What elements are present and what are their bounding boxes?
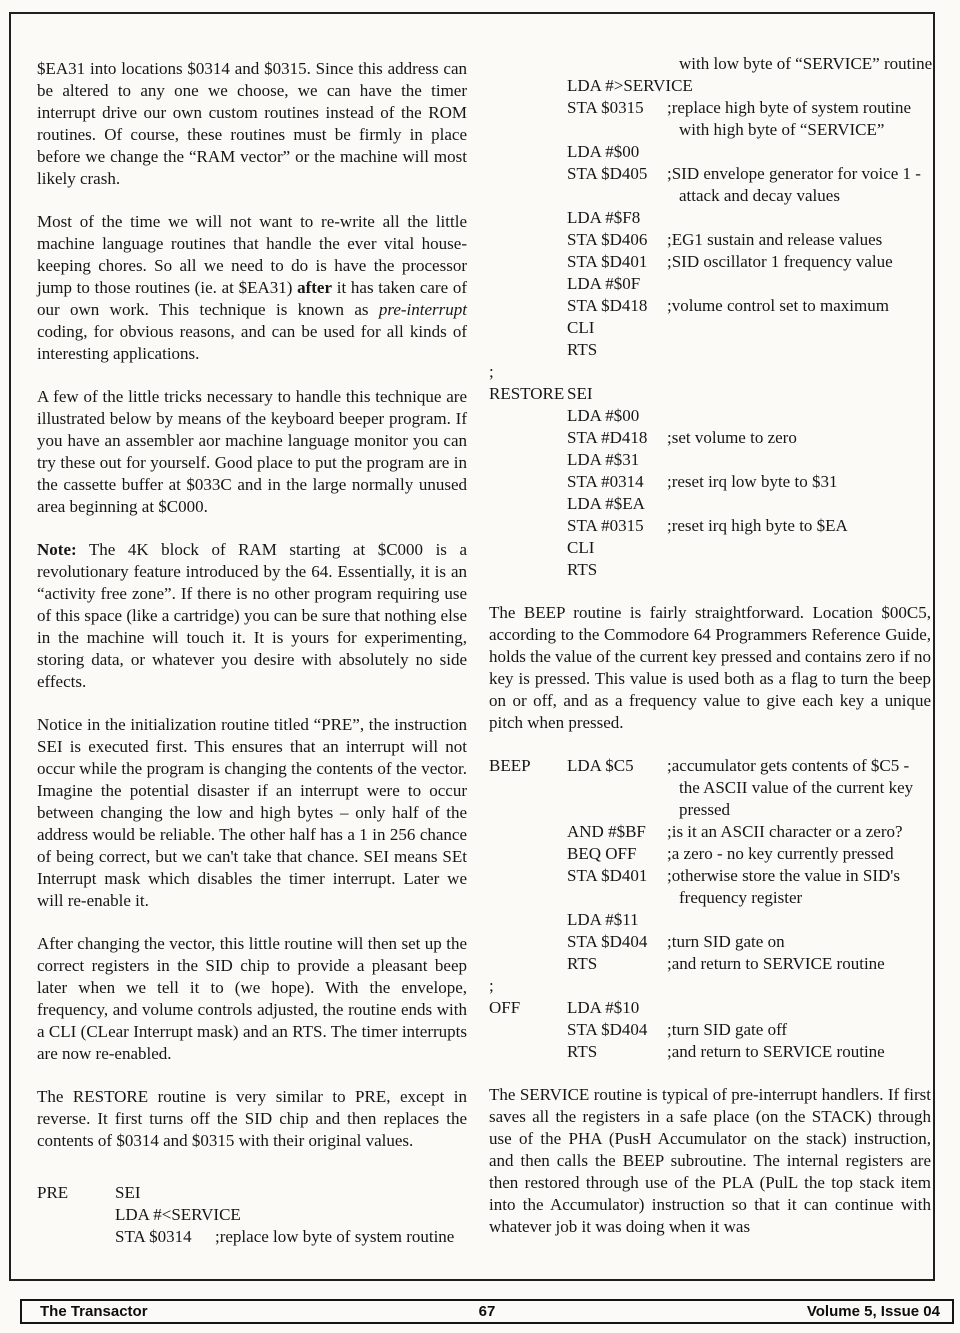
- code-line: [489, 229, 931, 251]
- code-comment: attack and decay values: [679, 186, 840, 205]
- code-line: [489, 931, 931, 953]
- code-instruction: LDA #<SERVICE: [115, 1205, 241, 1224]
- code-comment: ;is it an ASCII character or a zero?: [667, 822, 903, 841]
- code-label: [489, 887, 567, 909]
- code-instruction: RTS: [567, 560, 598, 579]
- code-label: [489, 405, 567, 427]
- bold-after: after: [297, 278, 333, 297]
- code-comment: [667, 909, 931, 931]
- code-line: [489, 119, 931, 141]
- code-comment: ;reset irq low byte to $31: [667, 472, 838, 491]
- code-instruction: [567, 53, 667, 75]
- code-comment: ;SID envelope generator for voice 1 -: [667, 164, 921, 183]
- code-label: [489, 1041, 567, 1063]
- footer-bar: [20, 1299, 954, 1324]
- code-label: [489, 1019, 567, 1041]
- code-comment: ;replace low byte of system routine: [215, 1227, 455, 1246]
- left-column: [37, 58, 467, 1248]
- beep-off-code-listing: [489, 755, 931, 1063]
- code-line: [489, 799, 931, 821]
- code-label: [489, 207, 567, 229]
- code-label: [489, 119, 567, 141]
- code-line: [37, 1204, 467, 1226]
- code-comment: pressed: [679, 800, 730, 819]
- code-line: [489, 1041, 931, 1063]
- code-instruction: RTS: [567, 954, 598, 973]
- code-comment: [693, 75, 931, 97]
- code-instruction: LDA #$31: [567, 450, 640, 469]
- code-instruction: LDA #$EA: [567, 494, 645, 513]
- code-instruction: LDA #$11: [567, 910, 639, 929]
- code-instruction: [567, 119, 667, 141]
- code-instruction: [567, 777, 667, 799]
- code-line: [489, 185, 931, 207]
- code-line: [489, 427, 931, 449]
- paragraph-beep-description: The BEEP routine is fairly straightforward. Location $00C5, according to the Commodore 64 Programmers Reference Guide, holds the value of the current key pressed and contains zero if no key is pressed. This value is used both as a flag to turn the beep on or off, and as a frequency value to give each key a unique pitch when pressed.: [489, 603, 931, 732]
- note-label: Note:: [37, 540, 77, 559]
- code-instruction: BEQ OFF: [567, 844, 637, 863]
- code-line: [489, 251, 931, 273]
- code-line: [489, 515, 931, 537]
- code-comment: ;volume control set to maximum: [667, 296, 889, 315]
- code-instruction: [567, 361, 667, 383]
- code-instruction: STA $0315: [567, 98, 644, 117]
- code-line: [489, 559, 931, 581]
- code-comment: [241, 1204, 467, 1226]
- code-label: [489, 843, 567, 865]
- code-comment: [667, 997, 931, 1019]
- code-line: [37, 1226, 467, 1248]
- code-line: [489, 141, 931, 163]
- code-label: [489, 909, 567, 931]
- code-instruction: STA $0314: [115, 1227, 192, 1246]
- code-line: [489, 53, 931, 75]
- code-comment: [215, 1182, 467, 1204]
- code-line: [489, 909, 931, 931]
- code-line: [489, 75, 931, 97]
- code-label: [489, 953, 567, 975]
- code-label: [489, 515, 567, 537]
- code-instruction: SEI: [115, 1183, 141, 1202]
- code-comment: ;SID oscillator 1 frequency value: [667, 252, 893, 271]
- code-line: [489, 273, 931, 295]
- code-instruction: [567, 887, 667, 909]
- right-column: [489, 53, 931, 1259]
- code-line: [489, 997, 931, 1019]
- code-label: [489, 865, 567, 887]
- service-restore-code-listing: [489, 53, 931, 581]
- code-instruction: STA #0315: [567, 516, 644, 535]
- note-body: The 4K block of RAM starting at $C000 is a revolutionary feature introduced by the 64. Essentially, it is an “activity free zone”. If there is no other program requiring use of this space (like a cartridge) you can be sure that nothing else in the machine will touch it. It is yours for experimenting, storing data, or whatever you desire with absolutely no side effects.: [37, 540, 467, 691]
- code-label: [489, 493, 567, 515]
- code-instruction: STA $D404: [567, 1020, 648, 1039]
- code-instruction: STA $D401: [567, 866, 648, 885]
- code-label: [489, 931, 567, 953]
- code-instruction: LDA #$F8: [567, 208, 641, 227]
- code-label: [489, 339, 567, 361]
- code-comment: ;turn SID gate off: [667, 1020, 788, 1039]
- paragraph-service-description: The SERVICE routine is typical of pre-interrupt handlers. If first saves all the registers in a safe place (on the STACK) through use of the PHA (PusH Accumulator on the stack) instruction, and then calls the BEEP subroutine. The internal registers are then restored through use of the PLA (PulL the top stack item into the Accumulator) instruction so that it can continue with whatever job it was doing when it was: [489, 1085, 931, 1236]
- code-line: [489, 843, 931, 865]
- code-label: [489, 251, 567, 273]
- code-instruction: LDA #$0F: [567, 274, 641, 293]
- code-instruction: LDA #>SERVICE: [567, 76, 693, 95]
- code-label: OFF: [489, 998, 521, 1017]
- code-comment: with high byte of “SERVICE”: [679, 120, 885, 139]
- code-line: [489, 821, 931, 843]
- code-comment: [667, 339, 931, 361]
- code-instruction: LDA $C5: [567, 756, 634, 775]
- code-comment: [667, 207, 931, 229]
- code-instruction: STA #0314: [567, 472, 644, 491]
- code-label: BEEP: [489, 756, 531, 775]
- code-comment: [667, 141, 931, 163]
- code-instruction: AND #$BF: [567, 822, 646, 841]
- code-label: RESTORE: [489, 384, 565, 403]
- paragraph-text: Most of the time we will not want to re-write all the little machine language routines that handle the ever vital house-keeping chores. So all we need to do is have the processor jump to those routines (ie. at $EA31): [37, 212, 467, 297]
- code-label: [489, 273, 567, 295]
- code-label: [489, 799, 567, 821]
- code-label: [489, 141, 567, 163]
- paragraph-note: [37, 539, 467, 693]
- code-line: [37, 1182, 467, 1204]
- code-comment: [667, 559, 931, 581]
- code-line: [489, 295, 931, 317]
- code-line: [489, 163, 931, 185]
- code-line: [489, 755, 931, 777]
- code-instruction: STA $D418: [567, 296, 648, 315]
- footer-page-number: 67: [478, 1303, 496, 1320]
- code-label: ;: [489, 362, 494, 381]
- code-label: [37, 1204, 115, 1226]
- code-label: [489, 559, 567, 581]
- paragraph-sei-explanation: Notice in the initialization routine titled “PRE”, the instruction SEI is executed first. This ensures that an interrupt will not occur while the program is changing the contents of the vector. Imagine the potential disaster if an interrupt were to occur between changing the low and high bytes – only half of the address would be reliable. The other half has a 1 in 256 chance of being correct, but we can't take that chance. SEI means SEt Interrupt mask which disables the timer interrupt. Later we will re-enable it.: [37, 715, 467, 910]
- pre-code-listing: [37, 1182, 467, 1248]
- code-line: [489, 471, 931, 493]
- code-instruction: LDA #$00: [567, 142, 640, 161]
- code-comment: [667, 405, 931, 427]
- code-line: [489, 449, 931, 471]
- paragraph-pre-interrupt: [37, 211, 467, 365]
- footer-issue: Volume 5, Issue 04: [806, 1303, 940, 1320]
- code-label: [489, 449, 567, 471]
- code-comment: ;and return to SERVICE routine: [667, 1042, 885, 1061]
- code-label: [489, 97, 567, 119]
- code-label: [489, 75, 567, 97]
- code-instruction: LDA #$10: [567, 998, 640, 1017]
- code-line: [489, 887, 931, 909]
- code-instruction: [567, 799, 667, 821]
- code-instruction: STA $D404: [567, 932, 648, 951]
- code-instruction: SEI: [567, 384, 593, 403]
- code-instruction: [567, 185, 667, 207]
- code-label: [489, 53, 567, 75]
- code-comment: ;set volume to zero: [667, 428, 797, 447]
- code-label: [489, 295, 567, 317]
- code-comment: [667, 975, 931, 997]
- code-line: [489, 953, 931, 975]
- code-label: [489, 163, 567, 185]
- code-line: [489, 865, 931, 887]
- code-label: [489, 777, 567, 799]
- code-comment: with low byte of “SERVICE” routine: [679, 54, 933, 73]
- code-comment: ;and return to SERVICE routine: [667, 954, 885, 973]
- code-label: [489, 229, 567, 251]
- code-comment: ;otherwise store the value in SID's: [667, 866, 900, 885]
- code-instruction: RTS: [567, 340, 598, 359]
- code-instruction: STA $D401: [567, 252, 648, 271]
- code-line: [489, 97, 931, 119]
- code-comment: frequency register: [679, 888, 803, 907]
- code-instruction: STA $D406: [567, 230, 648, 249]
- code-comment: [667, 493, 931, 515]
- code-comment: ;a zero - no key currently pressed: [667, 844, 894, 863]
- code-comment: the ASCII value of the current key: [679, 778, 914, 797]
- code-line: [489, 493, 931, 515]
- code-comment: ;accumulator gets contents of $C5 -: [667, 756, 910, 775]
- code-instruction: [567, 975, 667, 997]
- code-line: [489, 207, 931, 229]
- code-line: [489, 339, 931, 361]
- italic-pre-interrupt: pre-interrupt: [378, 300, 467, 319]
- code-comment: [667, 317, 931, 339]
- code-label: [489, 471, 567, 493]
- code-instruction: STA $D405: [567, 164, 648, 183]
- code-comment: [667, 361, 931, 383]
- code-instruction: CLI: [567, 318, 595, 337]
- code-instruction: LDA #$00: [567, 406, 640, 425]
- paragraph-text: coding, for obvious reasons, and can be used for all kinds of interesting applications.: [37, 322, 467, 363]
- code-label: [489, 427, 567, 449]
- code-label: [489, 317, 567, 339]
- code-line: [489, 361, 931, 383]
- code-comment: ;reset irq high byte to $EA: [667, 516, 848, 535]
- code-line: [489, 383, 931, 405]
- code-label: [489, 537, 567, 559]
- code-line: [489, 317, 931, 339]
- code-line: [489, 405, 931, 427]
- code-line: [489, 537, 931, 559]
- code-comment: [667, 383, 931, 405]
- code-instruction: STA #D418: [567, 428, 648, 447]
- code-comment: ;turn SID gate on: [667, 932, 785, 951]
- code-comment: [667, 449, 931, 471]
- code-line: [489, 975, 931, 997]
- footer-magazine-name: The Transactor: [40, 1303, 148, 1320]
- code-label: ;: [489, 976, 494, 995]
- code-label: [489, 185, 567, 207]
- code-instruction: RTS: [567, 1042, 598, 1061]
- paragraph-restore-description: The RESTORE routine is very similar to PRE, except in reverse. It first turns off the SID chip and then replaces the contents of $0314 and $0315 with their original values.: [37, 1087, 467, 1150]
- paragraph-text: it has taken care of our own work. This technique is known as: [37, 278, 467, 319]
- code-label: [489, 821, 567, 843]
- code-comment: [667, 537, 931, 559]
- code-line: [489, 1019, 931, 1041]
- code-comment: [667, 273, 931, 295]
- paragraph-vector-intro: $EA31 into locations $0314 and $0315. Since this address can be altered to any one we choose, we can have the timer interrupt drive our own custom routines instead of the ROM routines. Of course, these routines must be firmly in place before we change the “RAM vector” or the machine will most likely crash.: [37, 59, 467, 188]
- paragraph-sid-setup: After changing the vector, this little routine will then set up the correct registers in the SID chip to provide a pleasant beep later when we tell it to (we hope). With the envelope, frequency, and volume controls adjusted, the routine ends with a CLI (CLear Interrupt mask) and an RTS. The timer interrupts are now re-enabled.: [37, 934, 467, 1063]
- code-label: PRE: [37, 1183, 69, 1202]
- code-comment: ;replace high byte of system routine: [667, 98, 912, 117]
- code-line: [489, 777, 931, 799]
- code-comment: ;EG1 sustain and release values: [667, 230, 883, 249]
- code-instruction: CLI: [567, 538, 595, 557]
- code-label: [37, 1226, 115, 1248]
- paragraph-beeper-tricks: A few of the little tricks necessary to handle this technique are illustrated below by means of the keyboard beeper program. If you have an assembler aor machine language monitor you can try these out for yourself. Good place to put the program are in the cassette buffer at $033C and in the large normally unused area beginning at $C000.: [37, 387, 467, 516]
